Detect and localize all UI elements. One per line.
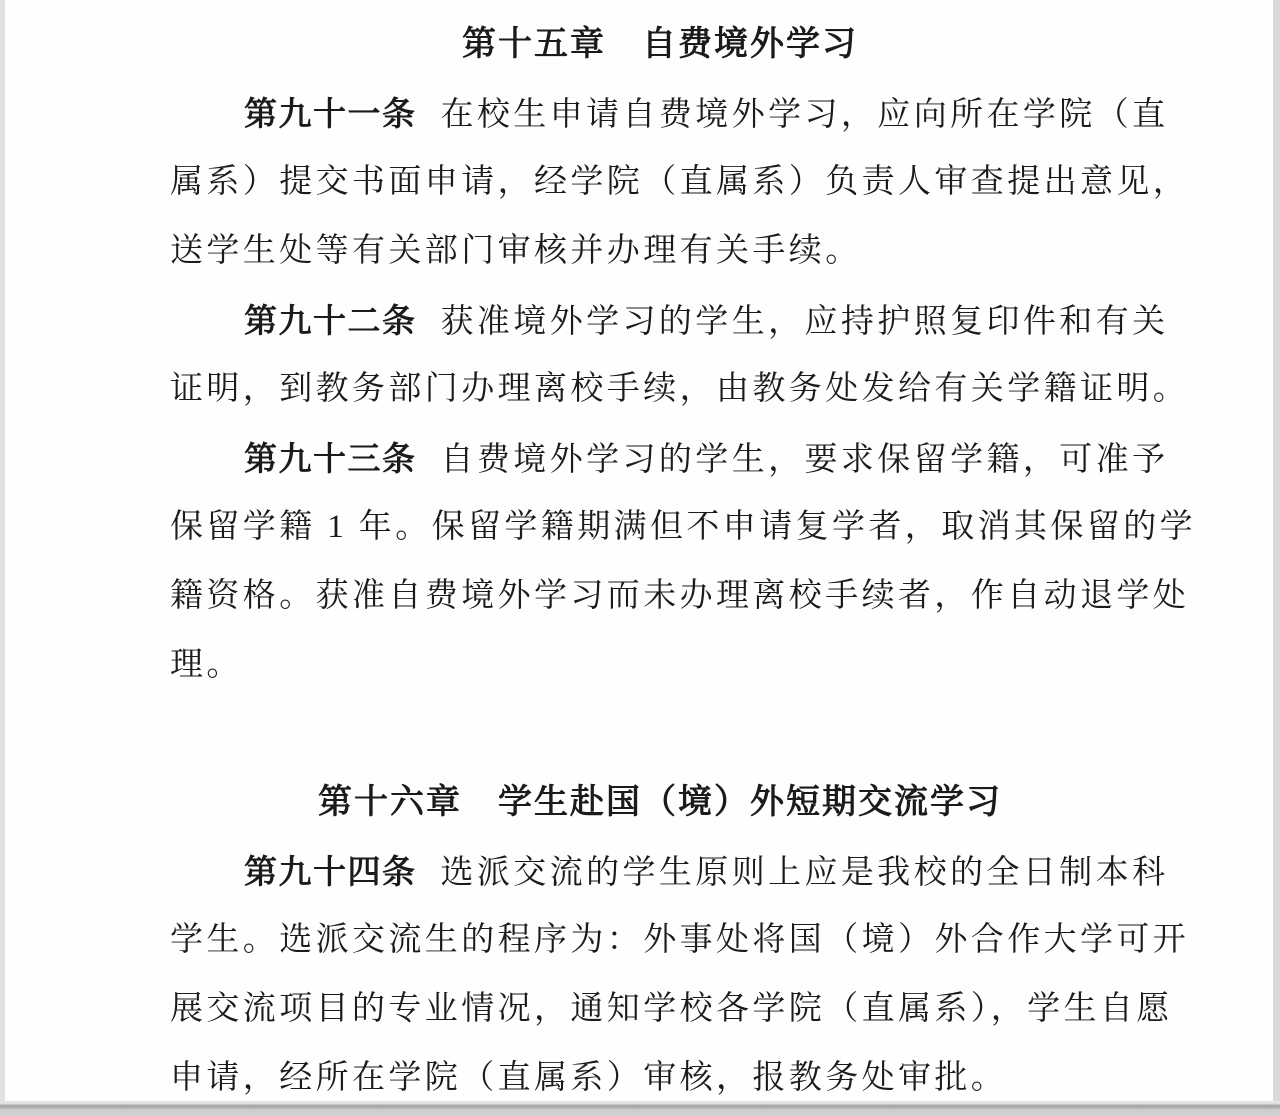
article-93-line-3: 籍资格。获准自费境外学习而未办理离校手续者，作自动退学处	[170, 578, 1190, 614]
article-91-text: 在校生申请自费境外学习，应向所在学院（直	[440, 97, 1169, 133]
document-text-block	[170, 10, 1196, 1113]
article-94-line-1	[170, 837, 1169, 906]
article-91-line-2: 属系）提交书面申请，经学院（直属系）负责人审查提出意见，	[170, 164, 1190, 200]
article-94-line-3: 展交流项目的专业情况，通知学校各学院（直属系），学生自愿	[170, 991, 1173, 1027]
section-gap	[170, 700, 1150, 768]
article-93-number: 第九十三条	[244, 440, 417, 477]
article-94-line-2: 学生。选派交流生的程序为：外事处将国（境）外合作大学可开	[170, 922, 1190, 958]
article-91-number: 第九十一条	[244, 95, 417, 132]
article-91-line-3: 送学生处等有关部门审核并办理有关手续。	[170, 233, 862, 269]
article-92-text: 获准境外学习的学生，应持护照复印件和有关	[440, 304, 1169, 340]
chapter-16-heading: 第十六章 学生赴国（境）外短期交流学习	[318, 783, 1002, 821]
scan-edge-bottom	[0, 1101, 1280, 1116]
article-93-line-4: 理。	[170, 647, 243, 683]
article-92-line-2: 证明，到教务部门办理离校手续，由教务处发给有关学籍证明。	[170, 371, 1190, 407]
article-91-line-1	[170, 79, 1169, 148]
article-94-text: 选派交流的学生原则上应是我校的全日制本科	[440, 855, 1169, 891]
chapter-15-heading: 第十五章 自费境外学习	[462, 25, 858, 63]
article-92-line-1	[170, 286, 1169, 355]
scan-edge-right	[1273, 0, 1280, 1116]
article-93-line-1	[170, 424, 1169, 493]
article-94-line-4: 申请，经所在学院（直属系）审核，报教务处审批。	[170, 1060, 1008, 1096]
article-93-text: 自费境外学习的学生，要求保留学籍，可准予	[440, 442, 1169, 478]
article-93-line-2: 保留学籍 1 年。保留学籍期满但不申请复学者，取消其保留的学	[170, 509, 1196, 545]
article-92-number: 第九十二条	[244, 302, 417, 339]
scan-edge-left	[0, 0, 5, 1116]
article-94-number: 第九十四条	[244, 853, 417, 890]
